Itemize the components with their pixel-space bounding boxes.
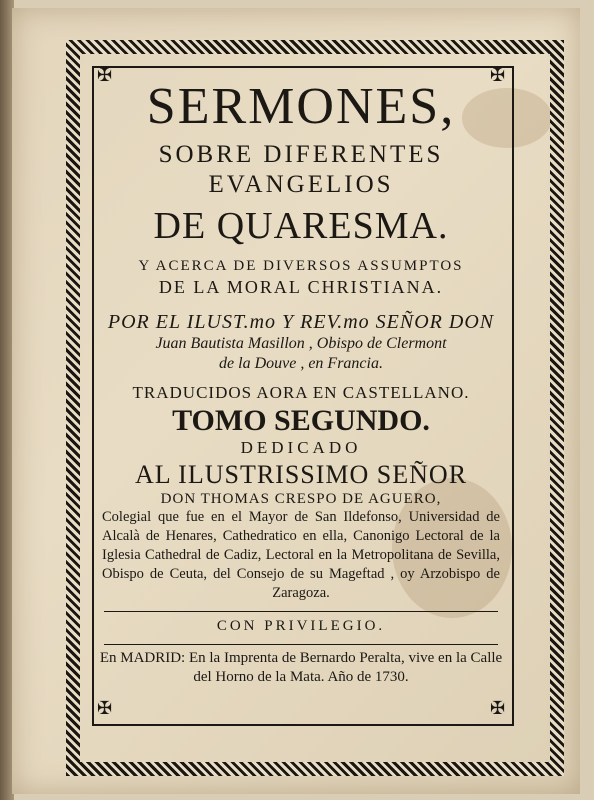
title-page-text bbox=[96, 72, 506, 718]
imprint: En MADRID: En la Imprenta de Bernardo Peralta, vive en la Calle del Horno de la Mata. Año de 1730. bbox=[99, 650, 503, 685]
dedicatee-description: Colegial que fue en el Mayor de San Ildefonso, Universidad de Alcalà de Henares, Cathedratico en ella, Canonigo Lectoral de la Iglesia Cathedral de Cadiz, Lectoral en la Metropolitana de Sevilla, Obispo de Ceuta, del Consejo de su Mageftad , oy Arzobispo de Zaragoza. bbox=[102, 509, 500, 601]
privilege-line: CON PRIVILEGIO. bbox=[216, 618, 386, 634]
volume-label: TOMO SEGUNDO. bbox=[172, 404, 430, 437]
divider bbox=[104, 611, 498, 612]
title-line: SOBRE DIFERENTES bbox=[158, 141, 444, 168]
dedication-label: DEDICADO bbox=[240, 438, 362, 457]
title-line: EVANGELIOS bbox=[208, 171, 394, 198]
corner-ornament-icon: ✠ bbox=[490, 65, 506, 86]
author-place: de la Douve , en Francia. bbox=[219, 355, 383, 372]
corner-ornament-icon: ✠ bbox=[97, 698, 113, 719]
dedicatee-title: AL ILUSTRISSIMO SEÑOR bbox=[134, 460, 468, 489]
subtitle-line: Y ACERCA DE DIVERSOS ASSUMPTOS bbox=[138, 258, 464, 274]
subtitle-line: DE LA MORAL CHRISTIANA. bbox=[158, 277, 444, 297]
author-line: POR EL ILUST.mo Y REV.mo SEÑOR DON bbox=[107, 311, 495, 333]
dedicatee-name: DON THOMAS CRESPO DE AGUERO, bbox=[160, 491, 442, 507]
divider bbox=[104, 644, 498, 645]
translation-note: TRADUCIDOS AORA EN CASTELLANO. bbox=[132, 383, 470, 402]
book-title: SERMONES, bbox=[146, 78, 456, 135]
title-line: DE QUARESMA. bbox=[153, 205, 449, 247]
author-name: Juan Bautista Masillon , Obispo de Clermont bbox=[155, 335, 447, 352]
corner-ornament-icon: ✠ bbox=[97, 65, 113, 86]
corner-ornament-icon: ✠ bbox=[490, 698, 506, 719]
